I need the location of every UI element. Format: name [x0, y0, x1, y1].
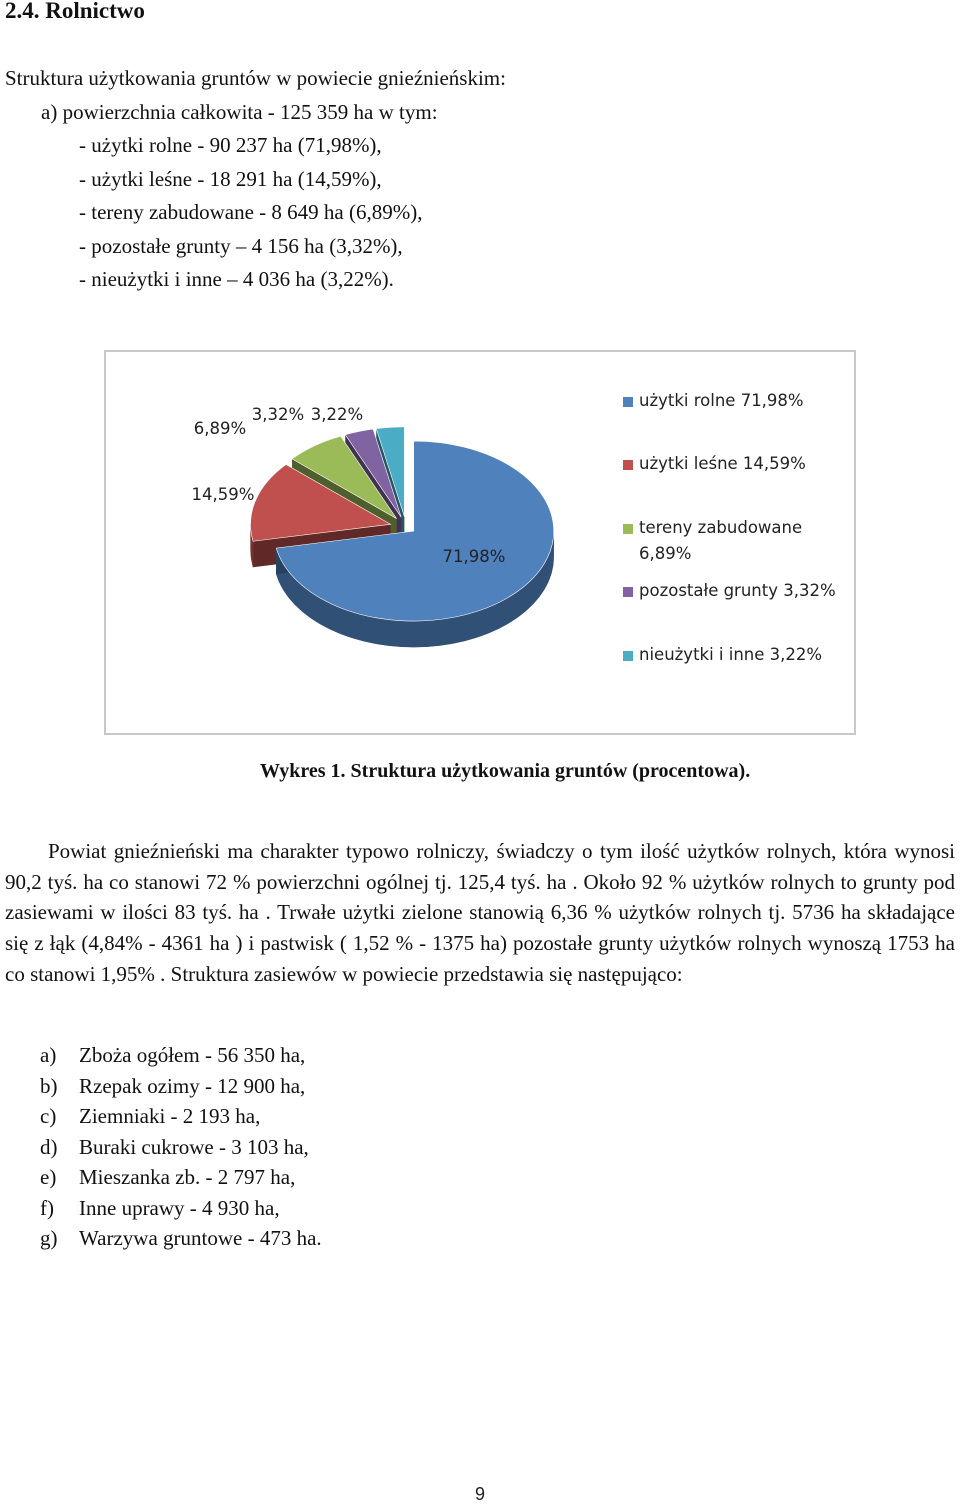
list-text: Mieszanka zb. - 2 797 ha, [79, 1165, 296, 1189]
intro-subitem: - użytki rolne - 90 237 ha (71,98%), [79, 133, 382, 157]
chart-caption: Wykres 1. Struktura użytkowania gruntów (procentowa). [260, 760, 751, 782]
list-marker: b) [40, 1073, 58, 1098]
section-heading: 2.4. Rolnictwo [5, 0, 145, 23]
intro-item-a: a) powierzchnia całkowita - 125 359 ha w tym: [41, 99, 438, 124]
pie-data-label: 71,98% [442, 547, 506, 566]
pie-data-label: 6,89% [193, 419, 247, 438]
list-text: Zboża ogółem - 56 350 ha, [79, 1043, 306, 1067]
legend-swatch [623, 460, 633, 470]
list-marker: d) [40, 1134, 58, 1159]
list-marker: a) [40, 1043, 57, 1067]
page-number: 9 [474, 1484, 485, 1504]
intro-subitem: - nieużytki i inne – 4 036 ha (3,22%). [79, 267, 394, 291]
land-use-intro [5, 62, 506, 297]
pie-data-label: 3,32% [251, 405, 305, 424]
intro-subitem: - tereny zabudowane - 8 649 ha (6,89%), [79, 200, 423, 224]
legend-label: nieużytki i inne 3,22% [639, 645, 823, 664]
list-text: Buraki cukrowe - 3 103 ha, [79, 1134, 309, 1159]
list-text: Rzepak ozimy - 12 900 ha, [79, 1073, 306, 1098]
intro-subitem: - użytki leśne - 18 291 ha (14,59%), [79, 166, 382, 191]
legend-swatch [623, 651, 633, 661]
list-text: Ziemniaki - 2 193 ha, [79, 1104, 261, 1128]
list-marker: g) [40, 1226, 58, 1250]
list-marker: f) [40, 1195, 54, 1220]
intro-lead: Struktura użytkowania gruntów w powiecie gnieźnieńskim: [5, 66, 506, 90]
intro-subitem: - pozostałe grunty – 4 156 ha (3,32%), [79, 233, 403, 258]
legend-label: pozostałe grunty 3,32% [639, 581, 836, 600]
list-marker: c) [40, 1104, 57, 1128]
land-use-pie-chart [104, 350, 856, 735]
pie-data-label: 3,22% [310, 405, 364, 424]
legend-label: użytki leśne 14,59% [639, 454, 806, 473]
legend-swatch [623, 524, 633, 534]
list-text: Inne uprawy - 4 930 ha, [79, 1195, 280, 1220]
legend-swatch [623, 587, 633, 597]
legend-label: tereny zabudowane 6,89% [639, 518, 803, 563]
agriculture-paragraph: Powiat gnieźnieński ma charakter typowo rolniczy, świadczy o tym ilość użytków rolnych, która wynosi 90,2 tyś. ha co stanowi 72 % powierzchni ogólnej tj. 125,4 tyś. ha . Około 92 % użytków rolnych to grunty pod zasiewami w ilości 83 tyś. ha . Trwałe użytki zielone stanowią 6,36 % użytków rolnych tj. 5736 ha składające się z łąk (4,84% - 4361 ha ) i pastwisk ( 1,52 % - 1375 ha) pozostałe grunty użytków rolnych wynoszą 1753 ha co stanowi 1,95% . Struktura zasiewów w powiecie przedstawia się następująco: [5, 839, 955, 986]
pie-data-label: 14,59% [191, 485, 255, 504]
list-marker: e) [40, 1165, 57, 1189]
legend-swatch [623, 397, 633, 407]
legend-label: użytki rolne 71,98% [639, 391, 804, 410]
list-text: Warzywa gruntowe - 473 ha. [79, 1226, 322, 1250]
